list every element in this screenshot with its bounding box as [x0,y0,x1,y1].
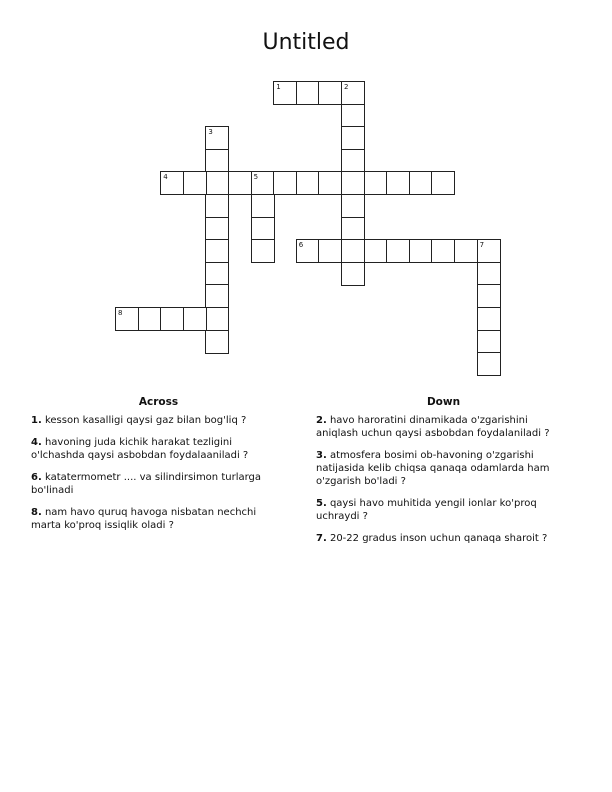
clue-number: 4. [31,437,42,448]
clue-number: 7. [316,533,327,544]
grid-cell[interactable] [296,239,320,263]
grid-cell[interactable] [341,262,365,286]
clue-text: havoning juda kichik harakat tezligini o'lchashda qaysi asbobdan foydalaaniladi ? [31,437,249,461]
clue-down-7 [316,532,571,545]
grid-cell[interactable] [205,239,229,263]
grid-cell[interactable] [205,149,229,173]
cell-number: 3 [208,128,213,137]
clue-down-2 [316,414,571,440]
clue-across-4 [31,436,286,462]
grid-cell[interactable] [341,171,365,195]
puzzle-title: Untitled [262,30,350,55]
down-heading: Down [426,396,461,408]
clue-down-3 [316,449,571,488]
grid-cell[interactable] [341,126,365,150]
grid-cell[interactable] [160,171,184,195]
grid-cell[interactable] [296,171,320,195]
grid-cell[interactable] [228,171,252,195]
grid-cell[interactable] [318,81,342,105]
clue-number: 1. [31,415,42,426]
grid-cell[interactable] [183,307,207,331]
clue-text: havo haroratini dinamikada o'zgarishini aniqlash uchun qaysi asbobdan foydalaniladi ? [316,415,550,439]
grid-cell[interactable] [205,194,229,218]
grid-cell[interactable] [205,126,229,150]
grid-cell[interactable] [431,239,455,263]
grid-cell[interactable] [341,149,365,173]
across-clues [31,396,286,541]
cell-number: 8 [118,309,123,317]
clue-number: 3. [316,450,327,461]
grid-cell[interactable] [318,239,342,263]
grid-cell[interactable] [431,171,455,195]
clue-down-5 [316,497,571,523]
clue-number: 6. [31,472,42,483]
grid-cell[interactable] [273,171,297,195]
grid-cell[interactable] [386,239,410,263]
clue-text: nam havo quruq havoga nisbatan nechchi marta ko'proq issiqlik oladi ? [31,507,257,531]
grid-cell[interactable] [205,217,229,241]
cell-number: 7 [479,241,485,250]
cell-number: 6 [298,241,304,250]
across-heading: Across [138,396,179,408]
grid-cell[interactable] [251,217,275,241]
clue-across-8 [31,506,286,532]
grid-cell[interactable] [205,262,229,286]
grid-cell[interactable] [205,307,229,331]
grid-cell[interactable] [251,239,275,263]
grid-cell[interactable] [138,307,162,331]
grid-cell[interactable] [273,81,297,105]
grid-cell[interactable] [409,239,433,263]
clue-number: 8. [31,507,42,518]
grid-cell[interactable] [477,262,501,286]
down-clues [316,396,571,554]
grid-cell[interactable] [477,307,501,331]
cell-number: 5 [253,173,259,182]
grid-cell[interactable] [183,171,207,195]
grid-cell[interactable] [341,104,365,128]
grid-cell[interactable] [205,284,229,308]
grid-cell[interactable] [364,239,388,263]
clue-text: kesson kasalligi qaysi gaz bilan bog'liq ? [44,415,247,426]
grid-cell[interactable] [477,330,501,354]
grid-cell[interactable] [115,307,139,331]
grid-cell[interactable] [205,330,229,354]
clue-text: katatermometr .... va silindirsimon turlarga bo'linadi [31,472,262,496]
grid-cell[interactable] [251,171,275,195]
grid-cell[interactable] [341,217,365,241]
clue-number: 2. [316,415,327,426]
grid-cell[interactable] [454,239,478,263]
grid-cell[interactable] [477,352,501,376]
clue-text: atmosfera bosimi ob-havoning o'zgarishi natijasida kelib chiqsa qanaqa odamlarda ham o'zgarish bo'ladi ? [316,450,550,487]
grid-cell[interactable] [341,239,365,263]
grid-cell[interactable] [318,171,342,195]
grid-cell[interactable] [160,307,184,331]
clue-number: 5. [316,498,327,509]
clue-across-6 [31,471,286,497]
grid-cell[interactable] [364,171,388,195]
grid-cell[interactable] [296,81,320,105]
cell-number: 2 [344,83,349,91]
grid-cell[interactable] [251,194,275,218]
cell-number: 1 [276,83,281,91]
grid-cell[interactable] [409,171,433,195]
grid-cell[interactable] [341,81,365,105]
grid-cell[interactable] [477,239,501,263]
grid-cell[interactable] [205,171,229,195]
cell-number: 4 [163,173,168,182]
grid-cell[interactable] [341,194,365,218]
clue-text: qaysi havo muhitida yengil ionlar ko'proq uchraydi ? [316,498,537,522]
grid-cell[interactable] [386,171,410,195]
clue-text: 20-22 gradus inson uchun qanaqa sharoit ? [329,533,548,544]
clue-across-1 [31,414,286,427]
grid-cell[interactable] [477,284,501,308]
